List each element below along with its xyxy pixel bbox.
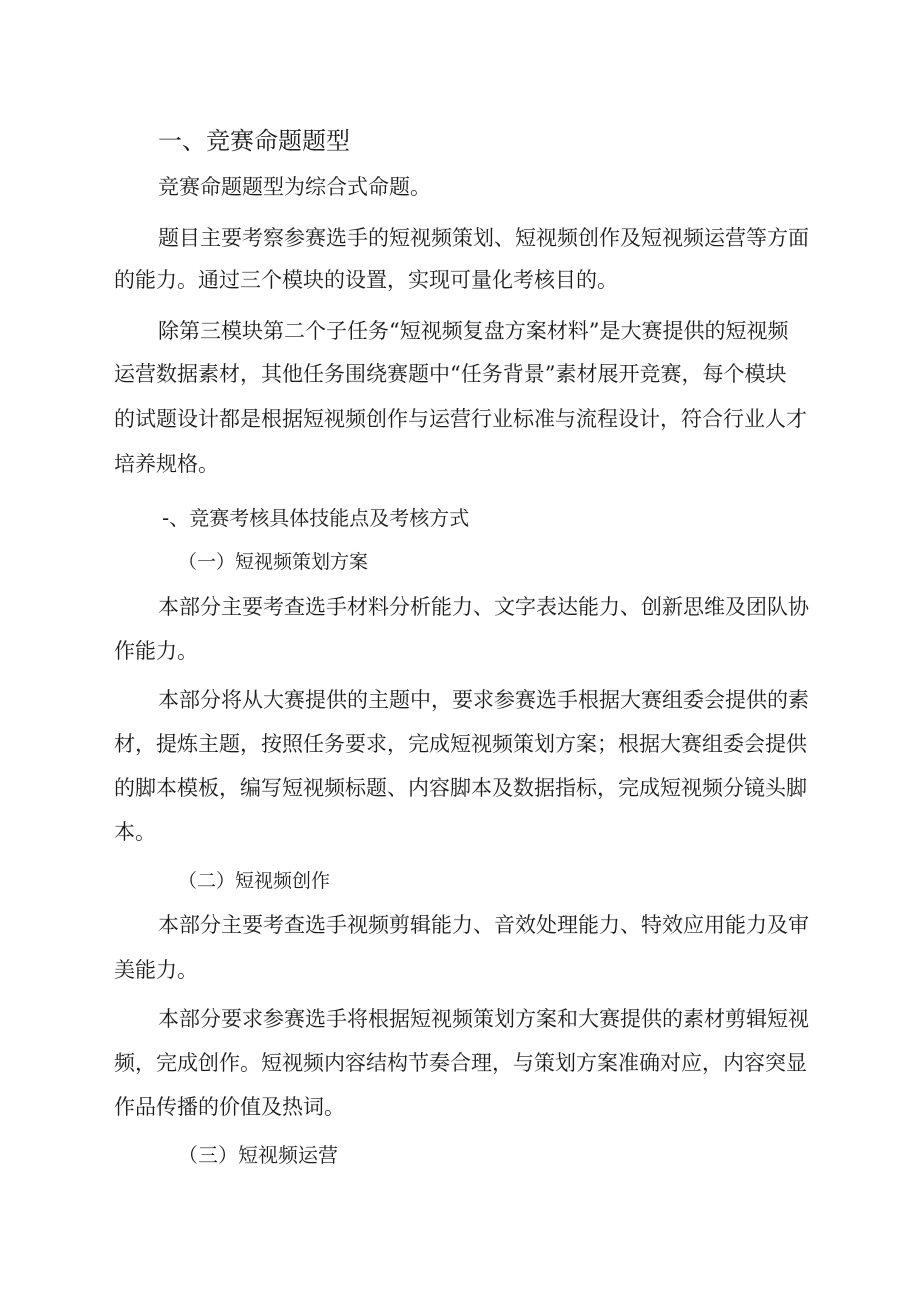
paragraph-line: 除第三模块第二个子任务“短视频复盘方案材料”是大赛提供的短视频 — [158, 319, 789, 343]
paragraph-line: 本部分主要考查选手视频剪辑能力、音效处理能力、特效应用能力及审 — [158, 913, 809, 937]
paragraph-line: 本部分主要考查选手材料分析能力、文字表达能力、创新思维及团队协 — [158, 595, 809, 619]
paragraph-line: 的试题设计都是根据短视频创作与运营行业标准与流程设计，符合行业人才 — [114, 407, 807, 431]
paragraph-line: 美能力。 — [114, 958, 198, 982]
paragraph-line: 本部分将从大赛提供的主题中，要求参赛选手根据大赛组委会提供的素 — [158, 688, 809, 712]
section-heading-competition-question-type: 一、竞赛命题题型 — [158, 127, 350, 155]
paragraph-line: 运营数据素材，其他任务围绕赛题中“任务背景”素材展开竞赛，每个模块 — [114, 362, 787, 386]
paragraph-line: 的脚本模板，编写短视频标题、内容脚本及数据指标，完成短视频分镜头脚 — [114, 776, 807, 800]
section-heading-skills-and-assessment: -、竞赛考核具体技能点及考核方式 — [162, 506, 470, 530]
paragraph-line: 本。 — [114, 820, 156, 844]
paragraph-line: 培养规格。 — [114, 452, 219, 476]
paragraph-line: 频，完成创作。短视频内容结构节奏合理，与策划方案准确对应，内容突显 — [114, 1051, 807, 1075]
subsection-heading-creation: （二）短视频创作 — [178, 870, 331, 892]
paragraph-line: 作品传播的价值及热词。 — [114, 1095, 345, 1119]
paragraph-line: 作能力。 — [114, 639, 198, 663]
paragraph-line: 本部分要求参赛选手将根据短视频策划方案和大赛提供的素材剪辑短视 — [158, 1007, 809, 1031]
paragraph-line: 题目主要考察参赛选手的短视频策划、短视频创作及短视频运营等方面 — [158, 226, 809, 250]
paragraph-line: 竞赛命题题型为综合式命题。 — [158, 175, 431, 199]
paragraph-line: 的能力。通过三个模块的设置，实现可量化考核目的。 — [114, 268, 618, 292]
subsection-heading-operation: （三）短视频运营 — [178, 1143, 338, 1167]
paragraph-line: 材，提炼主题，按照任务要求，完成短视频策划方案；根据大赛组委会提供 — [114, 732, 807, 756]
subsection-heading-planning: （一）短视频策划方案 — [178, 551, 369, 573]
